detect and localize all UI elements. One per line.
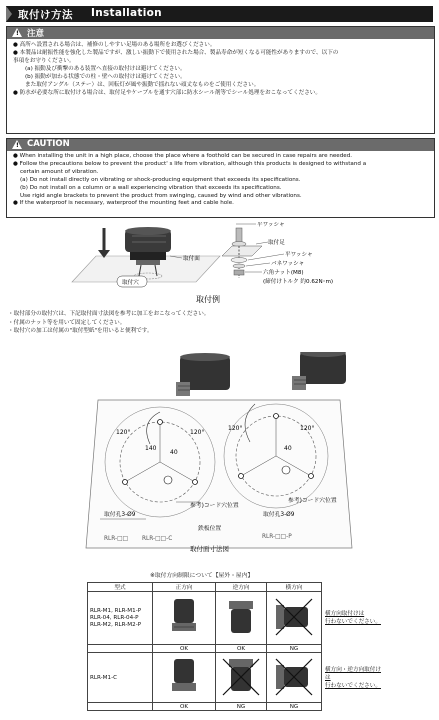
mount-hole (309, 474, 314, 479)
spring-washer (233, 264, 245, 268)
lamp-sideways-image (272, 655, 316, 699)
result-horizontal: NG (267, 645, 322, 653)
caution-jp-line: (b) 振動が加わる状態での柱・壁への取付けは避けてください。 (25, 74, 186, 80)
model-name: RLR-M2, RLR-M2-P (90, 621, 142, 628)
caution-jp-line: ● 本製品は耐振性能を強化した製品ですが、激しい振動下で使用された場合、製品寿命が短くなる可能性がありますので、以下の (13, 50, 339, 56)
mount-hole (239, 474, 244, 479)
hex-nut-label: 六角ナット(M8) (263, 270, 304, 276)
row-note (322, 592, 383, 645)
restriction-table (87, 582, 383, 711)
caution-label-en: CAUTION (27, 139, 70, 149)
mount-hole (123, 480, 128, 485)
hole-label-left: 取付孔3-Ø9 (104, 512, 136, 518)
note-line: ・取付部分の取付穴は、下記取付面寸法図を参考に加工をおこなってください。 (8, 311, 210, 317)
lamp-left (176, 353, 230, 396)
result-row (88, 703, 383, 711)
horizontal-orientation-cell (267, 592, 322, 645)
caution-jp-line: 事項をお守りください。 (13, 58, 75, 64)
result-reverse: OK (216, 645, 267, 653)
caution-jp-line: また取付アングル（ステー）は、回転灯が風や振動で揺れない頑丈なものをご使用ください。 (25, 82, 260, 88)
header-title-jp: 取付け方法 (18, 9, 73, 21)
reverse-orientation-cell (216, 653, 267, 703)
torque-label: (締付けトルク 約0.62N･m) (263, 279, 334, 285)
col-header-model: 型式 (88, 583, 153, 592)
table-row (88, 592, 383, 645)
mount-hole (158, 420, 163, 425)
bracket-label: 鉄板位置 (198, 526, 222, 532)
caution-en-line: Use rigid angle brackets to prevent the product from swinging, caused by wind and other vibrations. (20, 192, 302, 199)
model-name: RLR-04, RLR-04-P (90, 614, 139, 621)
header-title-en: Installation (91, 7, 162, 19)
spring-washer-label: バネワッシャ (271, 261, 305, 267)
dim-40-label: 40 (170, 449, 178, 456)
model-name: RLR-M1-C (90, 674, 117, 681)
caution-head-jp (7, 27, 434, 39)
dimension-caption: 取付面寸法図 (190, 545, 229, 553)
note-line: 横方向・逆方向取付けは (325, 666, 381, 681)
table-row (88, 653, 383, 703)
dimension-drawing (0, 352, 439, 557)
caution-text-en (7, 151, 434, 210)
lamp-inverted-image (219, 655, 263, 699)
result-normal: OK (153, 645, 216, 653)
surface-label: 取付面 (183, 256, 200, 262)
diameter-label: 140 (145, 445, 157, 452)
reverse-orientation-cell (216, 592, 267, 645)
caution-label-jp: 注意 (27, 29, 45, 39)
lamp-inverted-image (221, 597, 261, 637)
warning-icon: ! (12, 140, 22, 149)
hole-label-right: 取付孔3-Ø9 (263, 512, 295, 518)
col-header-reverse: 逆方向 (216, 583, 267, 592)
note-line: 横方向取付けは (325, 611, 365, 617)
hole-label: 取付穴 (122, 280, 139, 286)
result-row (88, 645, 383, 653)
dim-40-label-right: 40 (284, 445, 292, 452)
row-models (88, 653, 153, 703)
col-header-normal: 正方向 (153, 583, 216, 592)
lamp-upright-image (164, 597, 204, 637)
caution-head-en (7, 139, 434, 151)
model-left: RLR-□□ (104, 536, 129, 542)
model-right-p: RLR-□□-P (262, 534, 292, 540)
note-line: 行わないでください。 (325, 682, 381, 689)
caution-jp-line: ● 高所へ設置される場合は、補修のしやすい足場のある場所をお選びください。 (13, 42, 216, 48)
normal-orientation-cell (153, 653, 216, 703)
caution-en-line: ● Follow the precautions below to prevent the product' s life from vibration, although this products is designed to withstand a (13, 160, 367, 167)
hex-nut (234, 270, 244, 275)
warning-icon: ! (12, 28, 22, 37)
angle-label-left: 120° (116, 429, 131, 436)
model-name: RLR-M1, RLR-M1-P (90, 607, 142, 614)
note-line: ・取付穴の加工は付属の"取付型紙"を用いると便利です。 (8, 328, 153, 334)
section-header (6, 6, 433, 22)
lamp-sideways-image (272, 595, 316, 639)
caution-en-line: ● When installing the unit in a high place, choose the place where a foothold can be secured in case repairs are needed. (13, 153, 353, 159)
note-line: 行わないでください。 (325, 619, 381, 625)
caution-en-line: certain amount of vibration. (20, 168, 99, 175)
angle-label-right: 120° (228, 425, 243, 432)
caution-jp-line: ● 防水が必要な所に取付ける場合は、取付足やケーブルを通す穴部に防水シール剤等でシール処理をおこなってください。 (13, 90, 321, 96)
ref-cord-right: 参考)コード穴位置 (288, 498, 337, 504)
flat-washer (231, 258, 247, 263)
model-left-c: RLR-□□-C (142, 536, 173, 542)
caution-box-en (6, 138, 435, 218)
angle-label-left-2: 120° (190, 429, 205, 436)
caution-en-line: ● If the waterproof is necessary, waterproof the mounting feet and cable hole. (13, 200, 234, 207)
mount-hole (193, 480, 198, 485)
mounting-notes (8, 310, 209, 336)
cord-hole (164, 476, 172, 484)
ref-cord-left: 参考)コード穴位置 (190, 503, 239, 509)
caution-en-line: (b) Do not install on a column or a wall experiencing vibration that exceeds its specifications. (20, 184, 282, 191)
mount-hole (274, 414, 279, 419)
caution-en-line: (a) Do not install directly on vibrating or shock-producing equipment that exceeds its specifications. (20, 176, 301, 183)
caution-box-jp (6, 26, 435, 134)
header-marker (6, 6, 12, 22)
row-note (322, 653, 383, 703)
result-normal: OK (153, 703, 216, 711)
angle-label-right-2: 120° (300, 425, 315, 432)
mount-foot-label: 取付足 (268, 240, 285, 246)
lamp-right (292, 352, 346, 390)
restriction-title: ※取付方向制限について【屋外・屋内】 (150, 573, 254, 579)
mounting-example-illustration (0, 222, 439, 322)
result-horizontal: NG (267, 703, 322, 711)
example-caption: 取付例 (196, 295, 220, 304)
cord-hole (282, 466, 290, 474)
flat-washer-label: 平ワッシャ (285, 252, 313, 258)
horizontal-orientation-cell (267, 653, 322, 703)
caution-text-jp (7, 39, 434, 99)
row-models (88, 592, 153, 645)
caution-jp-line: (a) 振動及び衝撃のある装置へ直接の取付けは避けてください。 (25, 66, 186, 72)
normal-orientation-cell (153, 592, 216, 645)
lamp-upright-image (164, 657, 204, 697)
result-reverse: NG (216, 703, 267, 711)
note-line: ・付属のナット等を用いて固定してください。 (8, 319, 126, 326)
flat-washer-top-label: 平ワッシャ (257, 222, 285, 228)
col-header-horizontal: 横方向 (267, 583, 322, 592)
